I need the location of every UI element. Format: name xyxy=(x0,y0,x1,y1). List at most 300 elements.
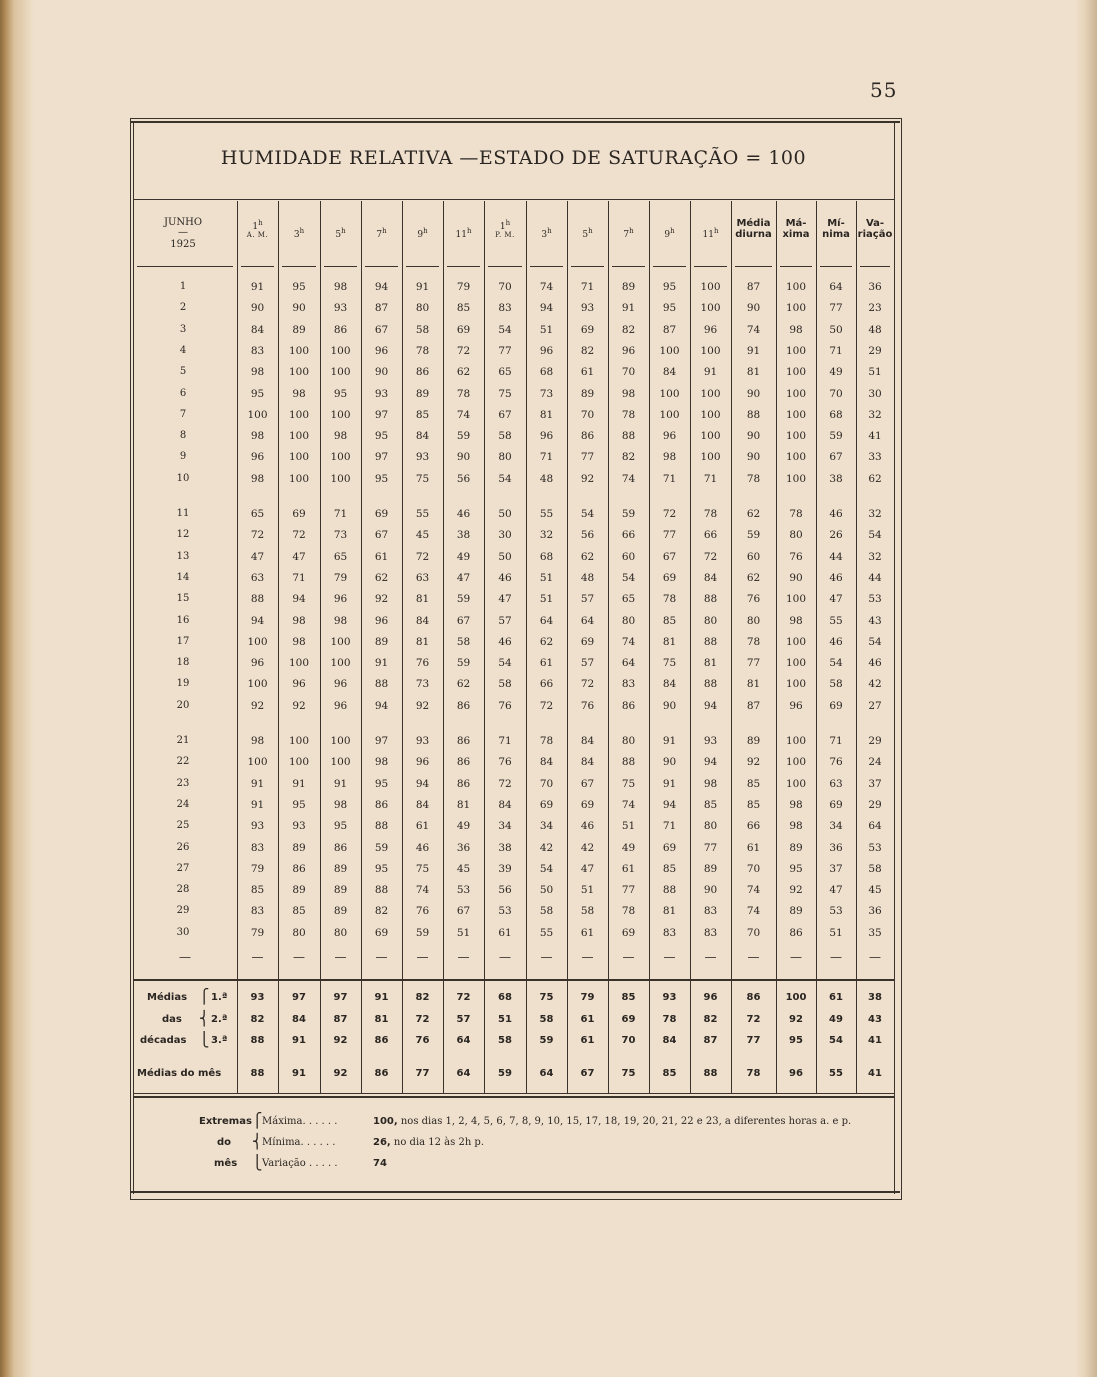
day-value: 100 xyxy=(785,408,807,421)
header-month: JUNHO xyxy=(163,217,203,228)
empty-row-dash: — xyxy=(499,950,511,964)
day-number: 5 xyxy=(179,366,187,378)
day-value: 71 xyxy=(498,735,512,747)
day-value: 37 xyxy=(868,777,882,790)
day-value: 80 xyxy=(703,820,718,833)
day-value: 100 xyxy=(700,281,721,293)
extremes-value-number: 74 xyxy=(373,1158,387,1169)
day-value: 91 xyxy=(292,777,306,790)
day-value: 23 xyxy=(868,302,882,315)
day-value: 47 xyxy=(292,550,306,563)
day-number: 28 xyxy=(176,884,190,896)
day-value: 72 xyxy=(703,550,718,563)
day-value: 71 xyxy=(580,281,595,293)
header-hour-value: 3 xyxy=(293,230,300,240)
day-value: 97 xyxy=(374,735,389,747)
day-value: 100 xyxy=(659,387,680,400)
day-value: 89 xyxy=(333,862,348,875)
table-title: HUMIDADE RELATIVA —ESTADO DE SATURAÇÃO = 100 xyxy=(220,147,807,169)
day-value: 81 xyxy=(703,657,718,670)
day-number: 16 xyxy=(176,614,190,626)
day-value: 90 xyxy=(662,699,677,712)
header-hour-6 xyxy=(443,228,484,240)
day-value: 51 xyxy=(539,593,554,606)
day-value: 34 xyxy=(829,820,843,833)
day-value: 88 xyxy=(662,884,677,897)
day-value: 49 xyxy=(456,550,471,563)
day-value: 70 xyxy=(746,862,761,875)
day-value: 70 xyxy=(539,777,554,790)
extremes-name: Mínima. . . . . . xyxy=(262,1137,336,1148)
day-value: 100 xyxy=(247,756,268,769)
day-value: 59 xyxy=(415,926,430,939)
day-value: 38 xyxy=(498,841,512,854)
day-value: 43 xyxy=(868,614,882,627)
day-value: 54 xyxy=(868,529,882,542)
day-value: 90 xyxy=(292,302,306,315)
day-value: 45 xyxy=(415,529,430,542)
decade-value: 82 xyxy=(250,1014,265,1025)
day-value: 96 xyxy=(250,657,265,670)
decade-value: 61 xyxy=(829,992,843,1003)
decade-value: 96 xyxy=(703,992,718,1003)
day-value: 86 xyxy=(415,366,430,379)
day-value: 81 xyxy=(662,905,677,918)
day-value: 54 xyxy=(580,508,595,520)
decade-value: 59 xyxy=(539,1035,554,1046)
day-value: 75 xyxy=(415,472,430,485)
month-mean-value: 41 xyxy=(868,1068,882,1079)
day-value: 61 xyxy=(621,862,636,875)
day-value: 49 xyxy=(829,366,843,379)
day-value: 69 xyxy=(539,798,554,811)
day-value: 100 xyxy=(785,302,807,315)
header-stat-2 xyxy=(776,219,816,240)
day-value: 78 xyxy=(746,472,761,485)
day-value: 61 xyxy=(539,657,554,670)
day-value: 72 xyxy=(662,508,677,520)
day-value: 89 xyxy=(580,387,595,400)
day-value: 91 xyxy=(703,366,718,379)
day-value: 48 xyxy=(868,323,882,336)
day-value: 86 xyxy=(333,841,348,854)
header-stat-4 xyxy=(856,219,894,240)
header-stat-line1: Média xyxy=(736,218,771,229)
day-value: 75 xyxy=(498,387,512,400)
day-value: 46 xyxy=(829,571,843,584)
day-value: 80 xyxy=(703,614,718,627)
day-value: 80 xyxy=(415,302,430,315)
day-value: 38 xyxy=(456,529,471,542)
decade-value: 93 xyxy=(250,992,265,1003)
day-value: 97 xyxy=(374,451,389,464)
day-value: 92 xyxy=(292,699,306,712)
day-value: 46 xyxy=(498,635,512,648)
day-value: 35 xyxy=(868,926,882,939)
day-value: 69 xyxy=(374,926,389,939)
header-underline xyxy=(735,266,772,267)
day-value: 100 xyxy=(247,678,268,691)
day-value: 32 xyxy=(868,550,882,563)
decade-value: 91 xyxy=(292,1035,306,1046)
day-value: 58 xyxy=(829,678,843,691)
day-value: 44 xyxy=(829,550,843,563)
header-hour-7 xyxy=(484,220,526,240)
empty-row-dash: — xyxy=(869,950,881,964)
day-value: 100 xyxy=(288,735,310,747)
day-number: 4 xyxy=(179,344,187,356)
day-value: 89 xyxy=(621,281,636,293)
month-mean-value: 91 xyxy=(292,1068,306,1079)
day-value: 90 xyxy=(746,302,761,315)
header-stat-line1: Má- xyxy=(785,218,807,229)
day-value: 96 xyxy=(333,593,348,606)
day-value: 80 xyxy=(746,614,761,627)
decade-value: 93 xyxy=(662,992,677,1003)
header-hour-1 xyxy=(237,220,278,240)
empty-row-dash: — xyxy=(790,950,802,964)
page-gutter xyxy=(0,0,34,1377)
month-mean-value: 85 xyxy=(662,1068,677,1079)
day-value: 58 xyxy=(498,678,512,691)
day-value: 62 xyxy=(868,472,882,485)
day-value: 90 xyxy=(746,430,761,443)
day-value: 91 xyxy=(250,281,265,293)
decade-value: 91 xyxy=(374,992,389,1003)
day-value: 78 xyxy=(621,408,636,421)
day-value: 60 xyxy=(621,550,636,563)
header-underline xyxy=(694,266,727,267)
day-value: 92 xyxy=(415,699,430,712)
day-value: 89 xyxy=(292,884,306,897)
day-value: 37 xyxy=(829,862,843,875)
day-value: 94 xyxy=(703,699,718,712)
day-value: 98 xyxy=(292,614,306,627)
day-value: 95 xyxy=(374,777,389,790)
decade-value: 86 xyxy=(374,1035,389,1046)
extremes-label: Extremas xyxy=(199,1116,252,1127)
decade-value: 87 xyxy=(333,1014,348,1025)
day-value: 57 xyxy=(580,593,595,606)
day-value: 88 xyxy=(703,593,718,606)
day-value: 86 xyxy=(333,323,348,336)
day-value: 83 xyxy=(250,841,265,854)
day-value: 100 xyxy=(247,408,268,421)
header-hour-9 xyxy=(567,228,608,240)
day-value: 42 xyxy=(580,841,595,854)
header-hour-unit: h xyxy=(258,219,263,227)
day-value: 98 xyxy=(250,472,265,485)
header-hour-value: 1 xyxy=(252,222,259,232)
month-mean-value: 88 xyxy=(703,1068,718,1079)
day-value: 72 xyxy=(456,344,471,357)
day-value: 51 xyxy=(539,571,554,584)
day-value: 74 xyxy=(539,281,554,293)
day-value: 95 xyxy=(333,387,348,400)
empty-row-dash: — xyxy=(704,950,717,964)
decade-ordinal: 2.ª xyxy=(211,1014,228,1025)
day-value: 68 xyxy=(539,550,554,563)
day-value: 63 xyxy=(829,777,843,790)
header-underline xyxy=(324,266,357,267)
day-value: 91 xyxy=(746,344,761,357)
day-value: 90 xyxy=(456,451,471,464)
day-value: 87 xyxy=(746,281,761,293)
decade-value: 38 xyxy=(868,992,882,1003)
decade-value: 77 xyxy=(746,1035,761,1046)
day-value: 96 xyxy=(374,614,389,627)
empty-row-dash: — xyxy=(251,950,264,964)
page-number: 55 xyxy=(870,78,898,102)
day-value: 59 xyxy=(746,529,761,542)
day-number: 1 xyxy=(179,281,187,292)
decade-value: 64 xyxy=(456,1035,471,1046)
day-value: 72 xyxy=(539,699,554,712)
extremes-name: Máxima. . . . . . xyxy=(262,1116,338,1127)
day-value: 100 xyxy=(785,635,807,648)
day-value: 98 xyxy=(703,777,718,790)
day-value: 55 xyxy=(415,508,430,520)
day-value: 67 xyxy=(374,529,389,542)
day-value: 88 xyxy=(250,593,265,606)
day-value: 92 xyxy=(789,884,803,897)
day-value: 98 xyxy=(292,387,306,400)
header-stat-line1: Va- xyxy=(865,218,885,229)
day-value: 53 xyxy=(829,905,843,918)
day-value: 71 xyxy=(539,451,554,464)
day-value: 89 xyxy=(292,323,306,336)
day-value: 57 xyxy=(498,614,512,627)
month-mean-value: 67 xyxy=(580,1068,595,1079)
day-value: 84 xyxy=(498,798,512,811)
day-value: 91 xyxy=(662,735,677,747)
day-value: 49 xyxy=(621,841,636,854)
day-value: 93 xyxy=(292,820,306,833)
day-value: 72 xyxy=(292,529,306,542)
day-value: 50 xyxy=(539,884,554,897)
day-value: 98 xyxy=(292,635,306,648)
day-value: 56 xyxy=(498,884,512,897)
day-value: 53 xyxy=(456,884,471,897)
month-mean-value: 78 xyxy=(746,1068,761,1079)
day-value: 69 xyxy=(292,508,306,520)
day-value: 98 xyxy=(250,366,265,379)
day-value: 71 xyxy=(829,344,843,357)
month-mean-value: 59 xyxy=(498,1068,512,1079)
day-value: 89 xyxy=(333,884,348,897)
day-value: 95 xyxy=(374,862,389,875)
day-value: 96 xyxy=(789,699,803,712)
month-mean-value: 96 xyxy=(789,1068,803,1079)
day-value: 55 xyxy=(539,508,554,520)
day-number: 20 xyxy=(176,699,190,711)
day-value: 100 xyxy=(700,430,721,443)
day-value: 89 xyxy=(703,862,718,875)
day-value: 84 xyxy=(580,735,595,747)
day-value: 44 xyxy=(868,571,882,584)
extremes-brace: ⎩ xyxy=(252,1155,263,1171)
day-value: 54 xyxy=(498,323,512,336)
day-number: 17 xyxy=(176,635,190,647)
day-value: 95 xyxy=(662,302,677,315)
day-value: 78 xyxy=(746,635,761,648)
frame-top-rule xyxy=(130,121,900,123)
day-number: 26 xyxy=(176,841,190,853)
day-value: 98 xyxy=(250,735,265,747)
day-value: 85 xyxy=(703,798,718,811)
decade-value: 61 xyxy=(580,1014,595,1025)
day-value: 78 xyxy=(415,344,430,357)
day-value: 85 xyxy=(456,302,471,315)
day-value: 79 xyxy=(456,281,471,293)
day-value: 100 xyxy=(288,408,310,421)
day-value: 94 xyxy=(250,614,265,627)
day-value: 98 xyxy=(250,430,265,443)
day-value: 100 xyxy=(785,387,807,400)
day-value: 80 xyxy=(292,926,306,939)
day-value: 96 xyxy=(333,678,348,691)
day-value: 95 xyxy=(292,281,306,293)
day-value: 61 xyxy=(415,820,430,833)
extremes-brace: ⎨ xyxy=(252,1134,263,1150)
header-hour-unit: h xyxy=(629,227,634,235)
day-value: 89 xyxy=(789,905,803,918)
day-number: 23 xyxy=(176,777,190,789)
day-value: 83 xyxy=(703,905,718,918)
decade-value: 41 xyxy=(868,1035,882,1046)
day-value: 100 xyxy=(330,657,351,670)
day-number: 19 xyxy=(176,678,190,690)
day-value: 47 xyxy=(829,884,843,897)
day-value: 86 xyxy=(456,777,471,790)
day-value: 53 xyxy=(868,841,882,854)
day-value: 62 xyxy=(456,678,471,691)
day-value: 61 xyxy=(498,926,512,939)
day-value: 71 xyxy=(829,735,843,747)
day-value: 80 xyxy=(333,926,348,939)
day-value: 45 xyxy=(456,862,471,875)
decade-value: 92 xyxy=(333,1035,348,1046)
header-underline xyxy=(780,266,812,267)
header-underline xyxy=(365,266,398,267)
header-hour-value: 11 xyxy=(702,230,714,240)
day-value: 64 xyxy=(580,614,595,627)
header-hour-3 xyxy=(320,228,361,240)
decade-value: 92 xyxy=(789,1014,803,1025)
day-value: 100 xyxy=(785,281,807,293)
day-value: 85 xyxy=(746,777,761,790)
day-value: 91 xyxy=(415,281,430,293)
day-value: 100 xyxy=(330,344,351,357)
decade-value: 70 xyxy=(621,1035,636,1046)
day-value: 88 xyxy=(621,430,636,443)
header-hour-value: 5 xyxy=(335,230,342,240)
day-value: 97 xyxy=(374,408,389,421)
day-value: 51 xyxy=(868,366,882,379)
day-value: 94 xyxy=(415,777,430,790)
day-value: 79 xyxy=(250,862,265,875)
day-value: 70 xyxy=(580,408,595,421)
month-mean-value: 75 xyxy=(621,1068,636,1079)
extremes-brace: ⎧ xyxy=(252,1113,263,1129)
day-value: 75 xyxy=(621,777,636,790)
day-value: 88 xyxy=(621,756,636,769)
day-value: 93 xyxy=(415,735,430,747)
header-underline xyxy=(530,266,563,267)
header-hour-12 xyxy=(690,228,731,240)
day-number: 24 xyxy=(176,798,190,810)
day-value: 76 xyxy=(415,657,430,670)
day-value: 75 xyxy=(662,657,677,670)
day-value: 84 xyxy=(415,798,430,811)
day-value: 86 xyxy=(456,699,471,712)
day-value: 47 xyxy=(498,593,512,606)
day-value: 76 xyxy=(498,756,512,769)
day-value: 69 xyxy=(456,323,471,336)
day-value: 100 xyxy=(785,735,807,747)
extremes-value xyxy=(373,1158,387,1169)
day-value: 74 xyxy=(746,323,761,336)
title-divider-rule xyxy=(133,199,894,200)
day-value: 90 xyxy=(789,571,803,584)
day-number: 7 xyxy=(179,408,187,420)
day-value: 81 xyxy=(746,366,761,379)
decade-value: 68 xyxy=(498,992,512,1003)
day-value: 83 xyxy=(498,302,512,315)
day-value: 45 xyxy=(868,884,882,897)
month-mean-value: 88 xyxy=(250,1068,265,1079)
day-value: 30 xyxy=(498,529,512,542)
day-value: 61 xyxy=(746,841,761,854)
header-hour-unit: h xyxy=(341,227,346,235)
day-value: 91 xyxy=(621,302,636,315)
decade-value: 76 xyxy=(415,1035,430,1046)
day-value: 82 xyxy=(374,905,389,918)
day-value: 81 xyxy=(456,798,471,811)
day-value: 66 xyxy=(539,678,554,691)
day-value: 48 xyxy=(580,571,595,584)
day-value: 89 xyxy=(292,841,306,854)
header-underline xyxy=(241,266,274,267)
day-value: 92 xyxy=(250,699,265,712)
day-value: 95 xyxy=(374,472,389,485)
day-value: 95 xyxy=(374,430,389,443)
empty-row-dash: — xyxy=(581,950,594,964)
decade-ordinal: 1.ª xyxy=(211,992,228,1003)
decade-value: 86 xyxy=(746,992,761,1003)
day-value: 91 xyxy=(662,777,677,790)
day-value: 98 xyxy=(789,614,803,627)
day-value: 100 xyxy=(785,430,807,443)
day-value: 84 xyxy=(580,756,595,769)
day-value: 63 xyxy=(415,571,430,584)
day-value: 96 xyxy=(333,699,348,712)
header-underline xyxy=(653,266,686,267)
extremes-value xyxy=(373,1137,484,1148)
day-value: 69 xyxy=(662,571,677,584)
day-value: 61 xyxy=(580,926,595,939)
decade-value: 97 xyxy=(292,992,306,1003)
decade-brace: ⎧ xyxy=(199,989,210,1005)
day-value: 98 xyxy=(333,798,348,811)
extremes-value-number: 100, xyxy=(373,1116,398,1127)
header-hour-period: P. M. xyxy=(495,231,515,240)
day-value: 58 xyxy=(498,430,512,443)
day-value: 96 xyxy=(539,344,554,357)
decade-value: 72 xyxy=(415,1014,430,1025)
month-mean-value: 55 xyxy=(829,1068,843,1079)
header-hour-2 xyxy=(278,228,320,240)
